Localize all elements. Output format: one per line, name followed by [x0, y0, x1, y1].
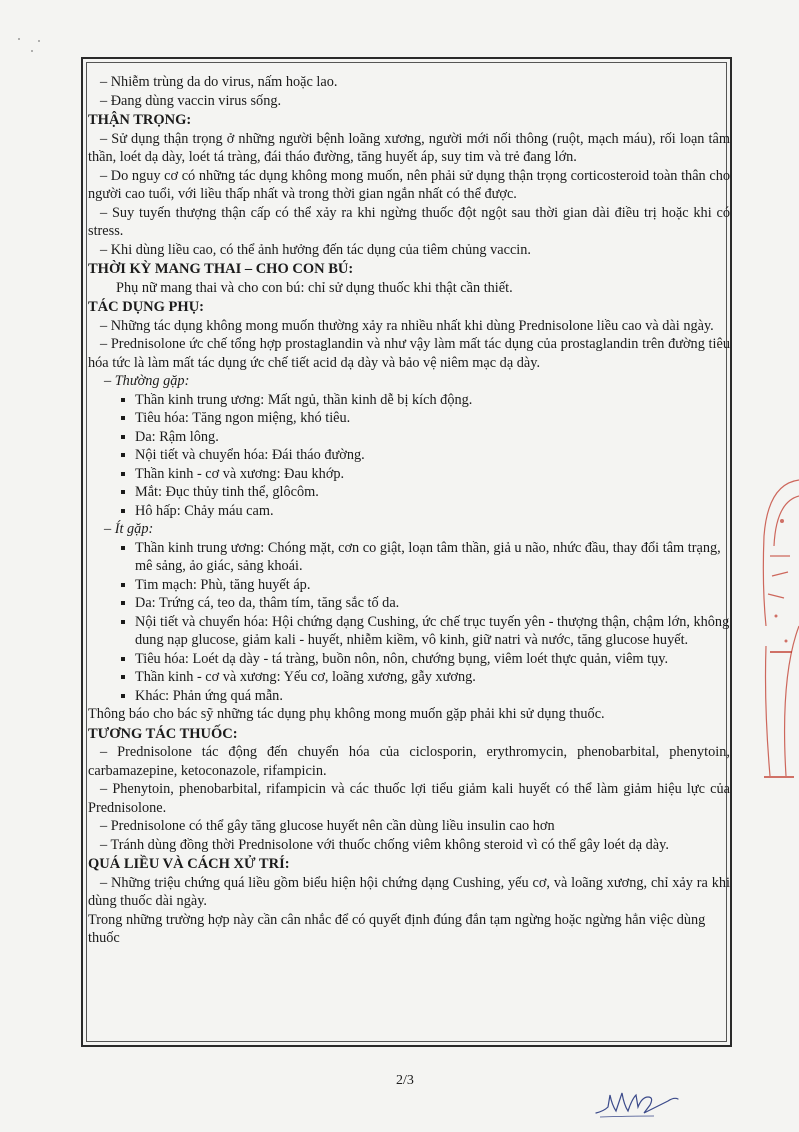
- paragraph: – Sử dụng thận trọng ở những người bệnh loãng xương, người mới nối thông (ruột, mạch máu), rối loạn tâm thần, loét dạ dày, loét tá tràng, đái tháo đường, tăng huyết áp, suy tim và trẻ đang lớn.: [88, 130, 730, 165]
- list-item: Khác: Phản ứng quá mẫn.: [135, 687, 730, 706]
- paragraph: Phụ nữ mang thai và cho con bú: chỉ sử dụng thuốc khi thật cần thiết.: [116, 279, 513, 296]
- paragraph: – Phenytoin, phenobarbital, rifampicin và các thuốc lợi tiểu giảm kali huyết có thể làm giảm hiệu lực của Prednisolone.: [88, 781, 730, 816]
- list-item: Thần kinh - cơ và xương: Đau khớp.: [135, 465, 730, 484]
- red-seal-stamp-partial: [760, 476, 799, 796]
- paragraph: – Suy tuyến thượng thận cấp có thể xảy ra khi ngừng thuốc đột ngột sau thời gian dài điều trị hoặc khi có stress.: [88, 204, 730, 239]
- section-heading: TÁC DỤNG PHỤ:: [88, 299, 204, 315]
- paragraph: Trong những trường hợp này cần cân nhắc để có quyết định đúng đắn tạm ngừng hoặc ngừng hẳn việc dùng thuốc: [88, 911, 706, 946]
- paragraph: – Tránh dùng đồng thời Prednisolone với thuốc chống viêm không steroid vì có thể gây loét dạ dày.: [100, 836, 669, 853]
- page-number: 2/3: [396, 1073, 414, 1088]
- handwritten-signature: [594, 1085, 684, 1121]
- list-item: Thần kinh trung ương: Chóng mặt, cơn co giật, loạn tâm thần, giả u não, nhức đầu, thay đổi tâm trạng, mê sảng, ảo giác, sảng khoái.: [135, 539, 730, 576]
- section-heading: THẬN TRỌNG:: [88, 112, 192, 128]
- scan-speck: [18, 38, 20, 40]
- list-item: Tiêu hóa: Tăng ngon miệng, khó tiêu.: [135, 409, 730, 428]
- paragraph: – Những tác dụng không mong muốn thường xảy ra nhiều nhất khi dùng Prednisolone liều cao và dài ngày.: [100, 317, 714, 334]
- list-item: Thần kinh trung ương: Mất ngủ, thần kinh dễ bị kích động.: [135, 391, 730, 410]
- list-item: Thần kinh - cơ và xương: Yếu cơ, loãng xương, gẫy xương.: [135, 668, 730, 687]
- list-item: Tim mạch: Phù, tăng huyết áp.: [135, 576, 730, 595]
- paragraph: – Những triệu chứng quá liều gồm biểu hiện hội chứng dạng Cushing, yếu cơ, và loãng xương, chỉ xảy ra khi dùng thuốc dài ngày.: [88, 874, 730, 909]
- list-item: Hô hấp: Chảy máu cam.: [135, 502, 730, 521]
- paragraph: – Nhiễm trùng da do virus, nấm hoặc lao.: [100, 74, 338, 90]
- section-heading: TƯƠNG TÁC THUỐC:: [88, 725, 238, 742]
- paragraph: – Prednisolone tác động đến chuyển hóa của ciclosporin, erythromycin, phenobarbital, phenytoin, carbamazepine, ketoconazole, rifampicin.: [88, 744, 730, 779]
- scan-speck: [31, 50, 33, 52]
- paragraph: – Prednisolone có thể gây tăng glucose huyết nên cần dùng liều insulin cao hơn: [100, 818, 555, 834]
- paragraph: – Prednisolone ức chế tổng hợp prostaglandin và như vậy làm mất tác dụng của prostaglandin trên đường tiêu hóa tức là làm mất tác dụng ức chế tiết acid dạ dày và bảo vệ niêm mạc dạ dày.: [88, 336, 730, 371]
- list-item: Da: Rậm lông.: [135, 428, 730, 447]
- list-item: Nội tiết và chuyển hóa: Đái tháo đường.: [135, 446, 730, 465]
- frequency-label: – Ít gặp:: [104, 521, 154, 537]
- bullet-list: [88, 539, 730, 706]
- paragraph: Thông báo cho bác sỹ những tác dụng phụ không mong muốn gặp phải khi sử dụng thuốc.: [88, 706, 605, 722]
- list-item: Tiêu hóa: Loét dạ dày - tá tràng, buồn nôn, nôn, chướng bụng, viêm loét thực quản, viêm tụy.: [135, 650, 730, 669]
- frequency-label: – Thường gặp:: [104, 373, 190, 389]
- document-body: [88, 73, 730, 948]
- scan-speck: [38, 40, 40, 42]
- section-heading: THỜI KỲ MANG THAI – CHO CON BÚ:: [88, 261, 354, 277]
- bullet-list: [88, 391, 730, 521]
- list-item: Mắt: Đục thủy tinh thể, glôcôm.: [135, 483, 730, 502]
- list-item: Da: Trứng cá, teo da, thâm tím, tăng sắc tố da.: [135, 594, 730, 613]
- paragraph: – Đang dùng vaccin virus sống.: [100, 92, 282, 109]
- section-heading: QUÁ LIỀU VÀ CÁCH XỬ TRÍ:: [88, 856, 290, 872]
- list-item: Nội tiết và chuyển hóa: Hội chứng dạng Cushing, ức chế trục tuyến yên - thượng thận, chậm lớn, không dung nạp glucose, giảm kali - huyết, nhiễm kiềm, vô kinh, giữ natri và nước, tăng glucose huyết.: [135, 613, 730, 648]
- paragraph: – Do nguy cơ có những tác dụng không mong muốn, nên phải sử dụng thận trọng corticosteroid toàn thân cho người cao tuổi, với liều thấp nhất và trong thời gian ngắn nhất có thể được.: [88, 167, 730, 202]
- paragraph: – Khi dùng liều cao, có thể ảnh hưởng đến tác dụng của tiêm chủng vaccin.: [100, 241, 531, 258]
